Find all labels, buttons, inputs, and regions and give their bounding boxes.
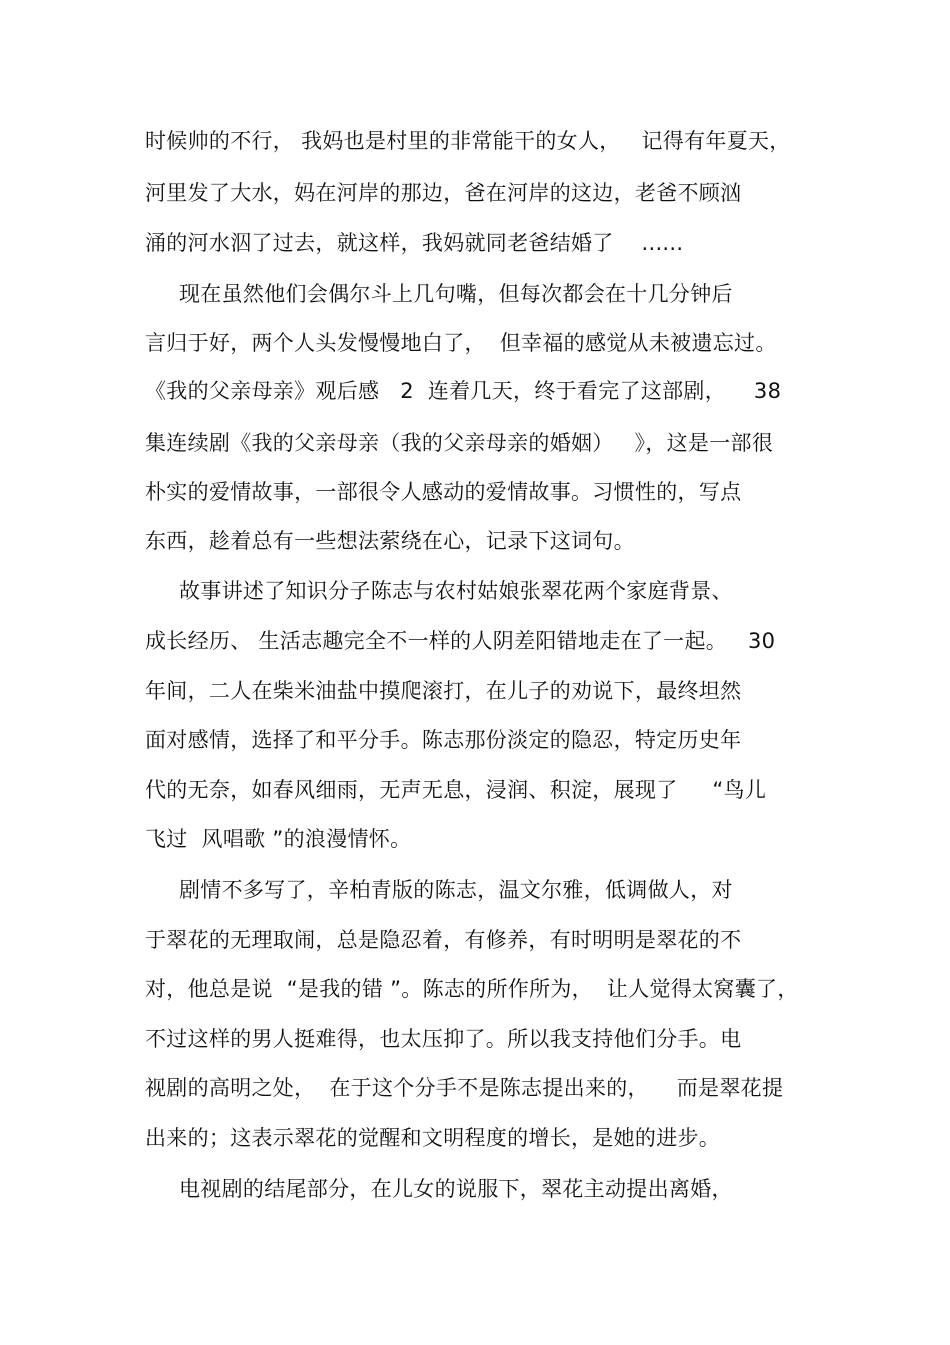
text-line-7: 集连续剧《我的父亲母亲（我的父亲母亲的婚姻） 》，这是一部很 (145, 431, 774, 455)
text-line-2: 河里发了大水，妈在河岸的那边，爸在河岸的这边，老爸不顾汹 (145, 181, 742, 205)
text-line-15: 飞过 风唱歌 ”的浪漫情怀。 (145, 827, 412, 851)
text-line-17: 于翠花的无理取闹，总是隐忍着，有修养，有时明明是翠花的不 (145, 928, 742, 952)
text-line-16: 剧情不多写了，辛柏青版的陈志，温文尔雅，低调做人，对 (179, 878, 733, 902)
text-line-10: 故事讲述了知识分子陈志与农村姑娘张翠花两个家庭背景、 (179, 579, 733, 603)
text-line-8: 朴实的爱情故事，一部很令人感动的爱情故事。习惯性的，写点 (145, 480, 742, 504)
text-line-13: 面对感情，选择了和平分手。陈志那份淡定的隐忍，特定历史年 (145, 728, 742, 752)
text-line-21: 出来的；这表示翠花的觉醒和文明程度的增长，是她的进步。 (145, 1126, 721, 1150)
text-line-14: 代的无奈，如春风细雨，无声无息，浸润、积淀，展现了 “鸟儿 (145, 778, 767, 802)
text-line-4: 现在虽然他们会偶尔斗上几句嘴，但每次都会在十几分钟后 (179, 282, 733, 306)
text-line-20: 视剧的高明之处， 在于这个分手不是陈志提出来的， 而是翠花提 (145, 1076, 784, 1100)
text-line-1: 时候帅的不行， 我妈也是村里的非常能干的女人， 记得有年夏天， (145, 129, 791, 153)
text-line-5: 言归于好，两个人头发慢慢地白了， 但幸福的感觉从未被遗忘过。 (145, 331, 777, 355)
text-line-22: 电视剧的结尾部分，在儿女的说服下，翠花主动提出离婚， (179, 1177, 733, 1201)
text-line-3: 涌的河水泅了过去，就这样，我妈就同老爸结婚了 ...... (145, 231, 684, 255)
text-line-9: 东西，趁着总有一些想法萦绕在心，记录下这词句。 (145, 529, 635, 553)
text-line-19: 不过这样的男人挺难得，也太压抑了。所以我支持他们分手。电 (145, 1027, 742, 1051)
text-line-18: 对，他总是说 “是我的错 ”。陈志的所作所为， 让人觉得太窝囊了， (145, 977, 799, 1001)
text-line-11: 成长经历、 生活志趣完全不一样的人阴差阳错地走在了一起。 30 (145, 629, 776, 653)
text-line-6: 《我的父亲母亲》观后感 2 连着几天，终于看完了这部剧， 38 (145, 379, 782, 403)
text-line-12: 年间，二人在柴米油盐中摸爬滚打，在儿子的劝说下，最终坦然 (145, 679, 742, 703)
